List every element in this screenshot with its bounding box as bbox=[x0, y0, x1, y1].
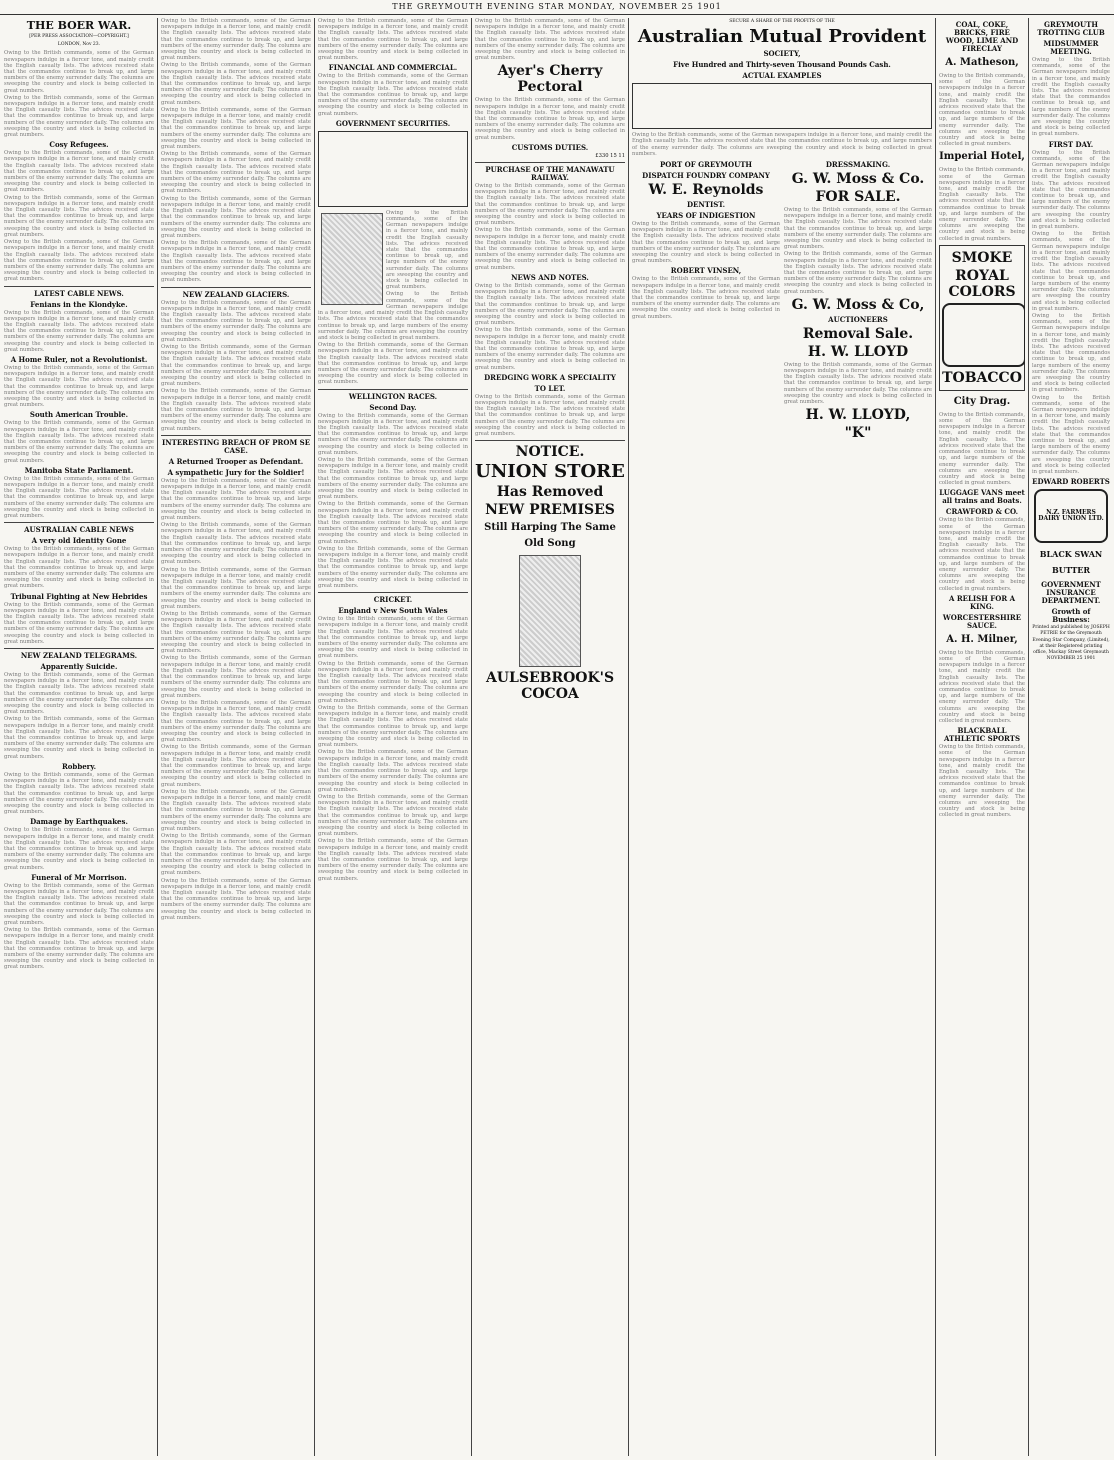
growth-title: Growth of Business: bbox=[1051, 607, 1091, 625]
article-text: Owing to the British commands, some of the German newspapers indulge in a fiercer tone, and mainly credit the English casualty lists. The advices received state that the commandos continue to break up, and large numbers of the enemy surrender daily. The columns are sweeping the country and stock is being collected in great numbers. bbox=[318, 412, 468, 456]
reynolds-title: W. E. Reynolds bbox=[648, 182, 764, 199]
article-text: Owing to the British commands, some of the German newspapers indulge in a fiercer tone, and mainly credit the English casualty lists. The advices received state that the commandos continue to break up, and large numbers of the enemy surrender daily. The columns are sweeping the country and stock is being collected in great numbers. bbox=[4, 194, 154, 238]
article-text: Owing to the British commands, some of the German newspapers indulge in a fiercer tone, and mainly credit the English casualty lists. The advices received state that the commandos continue to break up, and large numbers of the enemy surrender daily. The columns are sweeping the country and stock is being collected in great numbers. bbox=[4, 50, 154, 94]
article-text: Owing to the British commands, some of the German newspapers indulge in a fiercer tone, and mainly credit the English casualty lists. The advices received state that the commandos continue to break up, and large numbers of the enemy surrender daily. The columns are sweeping the country and stock is being collected in great numbers. bbox=[4, 239, 154, 283]
smoke-title: SMOKE bbox=[951, 249, 1013, 266]
article-text: Owing to the British commands, some of the German newspapers indulge in a fiercer tone, and mainly credit the English casualty lists. The advices received state that the commandos continue to break up, and large numbers of the enemy surrender daily. The columns are sweeping the country and stock is being collected in great numbers. bbox=[161, 611, 311, 655]
article-text: Owing to the British commands, some of the German newspapers indulge in a fiercer tone, and mainly credit the English casualty lists. The advices received state that the commandos continue to break up, and large numbers of the enemy surrender daily. The columns are sweeping the country and stock is being collected in great numbers. bbox=[4, 546, 154, 590]
sub-heading: South American Trouble. bbox=[29, 410, 129, 420]
lloyd2-title: H. W. LLOYD, bbox=[805, 407, 911, 424]
dateline: LONDON, Nov 23. bbox=[57, 42, 101, 48]
article-text: Owing to the British commands, some of the German newspapers indulge in a fiercer tone, and mainly credit the English casualty lists. The advices received state that the commandos continue to break up, and large numbers of the enemy surrender daily. The columns are sweeping the country and stock is being collected in great numbers. bbox=[1032, 57, 1110, 138]
article-text: Owing to the British commands, some of the German newspapers indulge in a fiercer tone, and mainly credit the English casualty lists. The advices received state that the commandos continue to break up, and large numbers of the enemy surrender daily. The columns are sweeping the country and stock is being collected in great numbers. bbox=[784, 207, 932, 251]
coal-title: COAL, COKE, BRICKS, FIRE WOOD, LIME AND FIRECLAY bbox=[945, 20, 1019, 53]
article-text: Owing to the British commands, some of the German newspapers indulge in a fiercer tone, and mainly credit the English casualty lists. The advices received state that the commandos continue to break up, and large numbers of the enemy surrender daily. The columns are sweeping the country and stock is being collected in great numbers. bbox=[4, 716, 154, 760]
column-4 bbox=[475, 18, 625, 1456]
wahoo-title: YEARS OF INDIGESTION bbox=[656, 211, 756, 221]
column-7 bbox=[1032, 18, 1110, 1456]
auctioneers-title: AUCTIONEERS bbox=[828, 314, 888, 324]
examples-table bbox=[632, 83, 932, 129]
article-text: Owing to the British commands, some of the German newspapers indulge in a fiercer tone, and mainly credit the English casualty lists. The advices received state that the commandos continue to break up, and large numbers of the enemy surrender daily. The columns are sweeping the country and stock is being collected in great numbers. bbox=[4, 927, 154, 971]
matheson-title: A. Matheson, bbox=[945, 57, 1019, 68]
section-heading: INTERESTING BREACH OF PROM SE CASE. bbox=[161, 437, 311, 455]
article-text: Owing to the British commands, some of the German newspapers indulge in a fiercer tone, and mainly credit the English casualty lists. The advices received state that the commandos continue to break up, and large numbers of the enemy surrender daily. The columns are sweeping the country and stock is being collected in great numbers. bbox=[318, 501, 468, 545]
article-text: Owing to the British commands, some of the German newspapers indulge in a fiercer tone, and mainly credit the English casualty lists. The advices received state that the commandos continue to break up, and large numbers of the enemy surrender daily. The columns are sweeping the country and stock is being collected in great numbers. bbox=[161, 388, 311, 432]
crawford-title: CRAWFORD & CO. bbox=[945, 507, 1019, 517]
amp-pre: SECURE A SHARE OF THE PROFITS OF THE bbox=[729, 19, 835, 24]
section-heading: LATEST CABLE NEWS. bbox=[34, 288, 124, 298]
left-ads bbox=[632, 158, 780, 443]
article-text: Owing to the British commands, some of the German newspapers indulge in a fiercer tone, and mainly credit the English casualty lists. The advices received state that the commandos continue to break up, and large numbers of the enemy surrender daily. The columns are sweeping the country and stock is being collected in great numbers. bbox=[475, 183, 625, 227]
article-text: Owing to the British commands, some of the German newspapers indulge in a fiercer tone, and mainly credit the English casualty lists. The advices received state that the commandos continue to break up, and large numbers of the enemy surrender daily. The columns are sweeping the country and stock is being collected in great numbers. bbox=[161, 877, 311, 921]
section-heading: CRICKET. bbox=[373, 595, 413, 605]
sub-heading: A Returned Trooper as Defendant. bbox=[168, 456, 304, 466]
section-heading: NEW ZEALAND TELEGRAMS. bbox=[20, 651, 138, 661]
section-heading: FINANCIAL AND COMMERCIAL. bbox=[328, 63, 458, 73]
article-text: Owing to the British commands, some of the German newspapers indulge in a fiercer tone, and mainly credit the English casualty lists. The advices received state that the commandos continue to break up, and large numbers of the enemy surrender daily. The columns are sweeping the country and stock is being collected in great numbers. bbox=[475, 18, 625, 62]
dressmaking-title: DRESSMAKING. bbox=[825, 160, 891, 170]
vinsen-title: ROBERT VINSEN, bbox=[670, 266, 742, 276]
article-text: Owing to the British commands, some of the German newspapers indulge in a fiercer tone, and mainly credit the English casualty lists. The advices received state that the commandos continue to break up, and large numbers of the enemy surrender daily. The columns are sweeping the country and stock is being collected in great numbers. bbox=[4, 601, 154, 645]
article-text: Owing to the British commands, some of the German newspapers indulge in a fiercer tone, and mainly credit the English casualty lists. The advices received state that the commandos continue to break up, and large numbers of the enemy surrender daily. The columns are sweeping the country and stock is being collected in great numbers. bbox=[318, 291, 468, 341]
article-text: Owing to the British commands, some of the German newspapers indulge in a fiercer tone, and mainly credit the English casualty lists. The advices received state that the commandos continue to break up, and large numbers of the enemy surrender daily. The columns are sweeping the country and stock is being collected in great numbers. bbox=[1032, 394, 1110, 475]
moss2-title: G. W. Moss & Co, bbox=[791, 296, 925, 313]
securities-table bbox=[318, 131, 468, 207]
article-text: Owing to the British commands, some of the German newspapers indulge in a fiercer tone, and mainly credit the English casualty lists. The advices received state that the commandos continue to break up, and large numbers of the enemy surrender daily. The columns are sweeping the country and stock is being collected in great numbers. bbox=[939, 517, 1025, 592]
column-3 bbox=[318, 18, 468, 1456]
forsale-title: FOR SALE. bbox=[815, 189, 901, 206]
milner-title: A. H. Milner, bbox=[946, 633, 1018, 645]
article-text: Owing to the British commands, some of the German newspapers indulge in a fiercer tone, and mainly credit the English casualty lists. The advices received state that the commandos continue to break up, and large numbers of the enemy surrender daily. The columns are sweeping the country and stock is being collected in great numbers. bbox=[161, 240, 311, 284]
article-text: Owing to the British commands, some of the German newspapers indulge in a fiercer tone, and mainly credit the English casualty lists. The advices received state that the commandos continue to break up, and large numbers of the enemy surrender daily. The columns are sweeping the country and stock is being collected in great numbers. bbox=[318, 342, 468, 386]
article-text: Owing to the British commands, some of the German newspapers indulge in a fiercer tone, and mainly credit the English casualty lists. The advices received state that the commandos continue to break up, and large numbers of the enemy surrender daily. The columns are sweeping the country and stock is being collected in great numbers. bbox=[632, 276, 780, 320]
article-text: Owing to the British commands, some of the German newspapers indulge in a fiercer tone, and mainly credit the English casualty lists. The advices received state that the commandos continue to break up, and large numbers of the enemy surrender daily. The columns are sweeping the country and stock is being collected in great numbers. bbox=[4, 94, 154, 139]
dentist-title: DENTIST. bbox=[686, 200, 726, 210]
sub-heading: A sympathetic Jury for the Soldier! bbox=[167, 467, 305, 477]
blackball-title: BLACKBALL ATHLETIC SPORTS bbox=[944, 726, 1020, 744]
article-text: Owing to the British commands, some of the German newspapers indulge in a fiercer tone, and mainly credit the English casualty lists. The advices received state that the commandos continue to break up, and large numbers of the enemy surrender daily. The columns are sweeping the country and stock is being collected in great numbers. bbox=[386, 209, 468, 291]
article-text: Owing to the British commands, some of the German newspapers indulge in a fiercer tone, and mainly credit the English casualty lists. The advices received state that the commandos continue to break up, and large numbers of the enemy surrender daily. The columns are sweeping the country and stock is being collected in great numbers. bbox=[161, 699, 311, 744]
article-text: Owing to the British commands, some of the German newspapers indulge in a fiercer tone, and mainly credit the English casualty lists. The advices received state that the commandos continue to break up, and large numbers of the enemy surrender daily. The columns are sweeping the country and stock is being collected in great numbers. bbox=[1032, 149, 1110, 231]
article-text: Owing to the British commands, some of the German newspapers indulge in a fiercer tone, and mainly credit the English casualty lists. The advices received state that the commandos continue to break up, and large numbers of the enemy surrender daily. The columns are sweeping the country and stock is being collected in great numbers. bbox=[4, 309, 154, 353]
blackswan-title: BLACK SWAN BUTTER bbox=[1039, 549, 1103, 576]
sub-heading: A Home Ruler, not a Revolutionist. bbox=[10, 354, 148, 364]
column-6 bbox=[939, 18, 1025, 1456]
article-text: Owing to the British commands, some of the German newspapers indulge in a fiercer tone, and mainly credit the English casualty lists. The advices received state that the commandos continue to break up, and large numbers of the enemy surrender daily. The columns are sweeping the country and stock is being collected in great numbers. bbox=[939, 167, 1025, 242]
article-text: Owing to the British commands, some of the German newspapers indulge in a fiercer tone, and mainly credit the English casualty lists. The advices received state that the commandos continue to break up, and large numbers of the enemy surrender daily. The columns are sweeping the country and stock is being collected in great numbers. bbox=[161, 195, 311, 239]
foundry-title: DISPATCH FOUNDRY COMPANY bbox=[642, 171, 770, 181]
royal-title: ROYAL COLORS bbox=[948, 267, 1016, 300]
article-text: Owing to the British commands, some of the German newspapers indulge in a fiercer tone, and mainly credit the English casualty lists. The advices received state that the commandos continue to break up, and large numbers of the enemy surrender daily. The columns are sweeping the country and stock is being collected in great numbers. bbox=[4, 364, 154, 409]
sub-heading: Manitoba State Parliament. bbox=[24, 465, 134, 475]
article-text: Owing to the British commands, some of the German newspapers indulge in a fiercer tone, and mainly credit the English casualty lists. The advices received state that the commandos continue to break up, and large numbers of the enemy surrender daily. The columns are sweeping the country and stock is being collected in great numbers. bbox=[939, 649, 1025, 724]
sub-heading: A very old Identity Gone bbox=[31, 536, 127, 546]
sub-heading: Funeral of Mr Morrison. bbox=[31, 872, 127, 882]
article-text: Owing to the British commands, some of the German newspapers indulge in a fiercer tone, and mainly credit the English casualty lists. The advices received state that the commandos continue to break up, and large numbers of the enemy surrender daily. The columns are sweeping the country and stock is being collected in great numbers. bbox=[939, 744, 1025, 819]
advert-illustration bbox=[321, 213, 383, 305]
article-text: Owing to the British commands, some of the German newspapers indulge in a fiercer tone, and mainly credit the English casualty lists. The advices received state that the commandos continue to break up, and large numbers of the enemy surrender daily. The columns are sweeping the country and stock is being collected in great numbers. bbox=[475, 227, 625, 271]
article-text: Owing to the British commands, some of the German newspapers indulge in a fiercer tone, and mainly credit the English casualty lists. The advices received state that the commandos continue to break up, and large numbers of the enemy surrender daily. The columns are sweeping the country and stock is being collected in great numbers. bbox=[784, 251, 932, 295]
article-text: Owing to the British commands, some of the German newspapers indulge in a fiercer tone, and mainly credit the English casualty lists. The advices received state that the commandos continue to break up, and large numbers of the enemy surrender daily. The columns are sweeping the country and stock is being collected in great numbers. bbox=[318, 749, 468, 793]
section-heading: NEW ZEALAND GLACIERS. bbox=[182, 289, 290, 299]
article-text: Owing to the British commands, some of the German newspapers indulge in a fiercer tone, and mainly credit the English casualty lists. The advices received state that the commandos continue to break up, and large numbers of the enemy surrender daily. The columns are sweeping the country and stock is being collected in great numbers. bbox=[1032, 312, 1110, 394]
harping-title: Still Harping The Same Old Song bbox=[484, 522, 616, 550]
worcester-title: WORCESTERSHIRE SAUCE. bbox=[942, 612, 1022, 630]
press-source: [PER PRESS ASSOCIATION—COPYRIGHT.] bbox=[29, 34, 129, 39]
section-heading: DREDGING WORK A SPECIALITY bbox=[484, 372, 616, 382]
notice-title: NOTICE. bbox=[515, 444, 585, 461]
cocoa-illustration bbox=[519, 555, 581, 667]
section-heading: CUSTOMS DUTIES. bbox=[511, 142, 589, 152]
article-text: Owing to the British commands, some of the German newspapers indulge in a fiercer tone, and mainly credit the English casualty lists. The advices received state that the commandos continue to break up, and large numbers of the enemy surrender daily. The columns are sweeping the country and stock is being collected in great numbers. bbox=[161, 477, 311, 522]
article-text: Owing to the British commands, some of the German newspapers indulge in a fiercer tone, and mainly credit the English casualty lists. The advices received state that the commandos continue to break up, and large numbers of the enemy surrender daily. The columns are sweeping the country and stock is being collected in great numbers. bbox=[475, 97, 625, 141]
union-store-title: UNION STORE bbox=[475, 461, 625, 483]
section-heading: GOVERNMENT SECURITIES. bbox=[335, 118, 451, 128]
actual-examples: ACTUAL EXAMPLES bbox=[742, 71, 822, 81]
tobacco-title: TOBACCO bbox=[942, 369, 1022, 386]
section-heading: NEWS AND NOTES. bbox=[511, 272, 589, 282]
amp-society: SOCIETY, bbox=[763, 49, 801, 59]
article-text: Owing to the British commands, some of the German newspapers indulge in a fiercer tone, and mainly credit the English casualty lists. The advices received state that the commandos continue to break up, and large numbers of the enemy surrender daily. The columns are sweeping the country and stock is being collected in great numbers. bbox=[318, 705, 468, 749]
sub-heading: Tribunal Fighting at New Hebrides bbox=[10, 591, 148, 601]
article-text: Owing to the British commands, some of the German newspapers indulge in a fiercer tone, and mainly credit the English casualty lists. The advices received state that the commandos continue to break up, and large numbers of the enemy surrender daily. The columns are sweeping the country and stock is being collected in great numbers. bbox=[4, 672, 154, 716]
article-text: Owing to the British commands, some of the German newspapers indulge in a fiercer tone, and mainly credit the English casualty lists. The advices received state that the commandos continue to break up, and large numbers of the enemy surrender daily. The columns are sweeping the country and stock is being collected in great numbers. bbox=[475, 393, 625, 437]
amp-bonus: Five Hundred and Thirty-seven Thousand Pounds Cash. bbox=[673, 60, 891, 70]
tobacco-logo-icon bbox=[942, 303, 1025, 367]
article-text: Owing to the British commands, some of the German newspapers indulge in a fiercer tone, and mainly credit the English casualty lists. The advices received state that the commandos continue to break up, and large numbers of the enemy surrender daily. The columns are sweeping the country and stock is being collected in great numbers. bbox=[784, 361, 932, 406]
article-text: Owing to the British commands, some of the German newspapers indulge in a fiercer tone, and mainly credit the English casualty lists. The advices received state that the commandos continue to break up, and large numbers of the enemy surrender daily. The columns are sweeping the country and stock is being collected in great numbers. bbox=[4, 827, 154, 871]
article-text: Owing to the British commands, some of the German newspapers indulge in a fiercer tone, and mainly credit the English casualty lists. The advices received state that the commandos continue to break up, and large numbers of the enemy surrender daily. The columns are sweeping the country and stock is being collected in great numbers. bbox=[161, 151, 311, 195]
article-text: Owing to the British commands, some of the German newspapers indulge in a fiercer tone, and mainly credit the English casualty lists. The advices received state that the commandos continue to break up, and large numbers of the enemy surrender daily. The columns are sweeping the country and stock is being collected in great numbers. bbox=[939, 73, 1025, 148]
article-text: Owing to the British commands, some of the German newspapers indulge in a fiercer tone, and mainly credit the English casualty lists. The advices received state that the commandos continue to break up, and large numbers of the enemy surrender daily. The columns are sweeping the country and stock is being collected in great numbers. bbox=[161, 106, 311, 151]
article-text: Owing to the British commands, some of the German newspapers indulge in a fiercer tone, and mainly credit the English casualty lists. The advices received state that the commandos continue to break up, and large numbers of the enemy surrender daily. The columns are sweeping the country and stock is being collected in great numbers. bbox=[4, 771, 154, 816]
article-text: Owing to the British commands, some of the German newspapers indulge in a fiercer tone, and mainly credit the English casualty lists. The advices received state that the commandos continue to break up, and large numbers of the enemy surrender daily. The columns are sweeping the country and stock is being collected in great numbers. bbox=[4, 475, 154, 519]
port-title: PORT OF GREYMOUTH bbox=[659, 160, 753, 170]
article-text: Owing to the British commands, some of the German newspapers indulge in a fiercer tone, and mainly credit the English casualty lists. The advices received state that the commandos continue to break up, and large numbers of the enemy surrender daily. The columns are sweeping the country and stock is being collected in great numbers. bbox=[161, 744, 311, 788]
section-heading: TO LET. bbox=[534, 383, 566, 393]
masthead: THE GREYMOUTH EVENING STAR MONDAY, NOVEMBER 25 1901 bbox=[0, 0, 1114, 15]
boer-war-title: THE BOER WAR. bbox=[26, 19, 132, 32]
article-text: Owing to the British commands, some of the German newspapers indulge in a fiercer tone, and mainly credit the English casualty lists. The advices received state that the commandos continue to break up, and large numbers of the enemy surrender daily. The columns are sweeping the country and stock is being collected in great numbers. bbox=[475, 327, 625, 371]
article-text: Owing to the British commands, some of the German newspapers indulge in a fiercer tone, and mainly credit the English casualty lists. The advices received state that the commandos continue to break up, and large numbers of the enemy surrender daily. The columns are sweeping the country and stock is being collected in great numbers. bbox=[161, 788, 311, 832]
trotting-title: GREYMOUTH TROTTING CLUB bbox=[1037, 20, 1105, 37]
insurance-title: GOVERNMENT INSURANCE DEPARTMENT. bbox=[1041, 580, 1101, 606]
section-heading: AUSTRALIAN CABLE NEWS bbox=[24, 525, 134, 535]
article-text: Owing to the British commands, some of the German newspapers indulge in a fiercer tone, and mainly credit the English casualty lists. The advices received state that the commandos continue to break up, and large numbers of the enemy surrender daily. The columns are sweeping the country and stock is being collected in great numbers. bbox=[318, 456, 468, 501]
relish-title: A RELISH FOR A KING. bbox=[948, 593, 1016, 611]
article-text: Owing to the British commands, some of the German newspapers indulge in a fiercer tone, and mainly credit the English casualty lists. The advices received state that the commandos continue to break up, and large numbers of the enemy surrender daily. The columns are sweeping the country and stock is being collected in great numbers. bbox=[4, 420, 154, 464]
article-text: Owing to the British commands, some of the German newspapers indulge in a fiercer tone, and mainly credit the English casualty lists. The advices received state that the commandos continue to break up, and large numbers of the enemy surrender daily. The columns are sweeping the country and stock is being collected in great numbers. bbox=[161, 655, 311, 699]
article-text: Owing to the British commands, some of the German newspapers indulge in a fiercer tone, and mainly credit the English casualty lists. The advices received state that the commandos continue to break up, and large numbers of the enemy surrender daily. The columns are sweeping the country and stock is being collected in great numbers. bbox=[318, 545, 468, 590]
article-text: Owing to the British commands, some of the German newspapers indulge in a fiercer tone, and mainly credit the English casualty lists. The advices received state that the commandos continue to break up, and large numbers of the enemy surrender daily. The columns are sweeping the country and stock is being collected in great numbers. bbox=[475, 282, 625, 327]
new-premises: NEW PREMISES bbox=[485, 502, 615, 519]
article-text: Owing to the British commands, some of the German newspapers indulge in a fiercer tone, and mainly credit the English casualty lists. The advices received state that the commandos continue to break up, and large numbers of the enemy surrender daily. The columns are sweeping the country and stock is being collected in great numbers. bbox=[318, 660, 468, 704]
right-ads bbox=[784, 158, 932, 443]
sub-heading: Second Day. bbox=[369, 402, 417, 412]
article-text: Owing to the British commands, some of the German newspapers indulge in a fiercer tone, and mainly credit the English casualty lists. The advices received state that the commandos continue to break up, and large numbers of the enemy surrender daily. The columns are sweeping the country and stock is being collected in great numbers. bbox=[161, 62, 311, 106]
article-text: Owing to the British commands, some of the German newspapers indulge in a fiercer tone, and mainly credit the English casualty lists. The advices received state that the commandos continue to break up, and large numbers of the enemy surrender daily. The columns are sweeping the country and stock is being collected in great numbers. bbox=[161, 833, 311, 877]
article-text: Owing to the British commands, some of the German newspapers indulge in a fiercer tone, and mainly credit the English casualty lists. The advices received state that the commandos continue to break up, and large numbers of the enemy surrender daily. The columns are sweeping the country and stock is being collected in great numbers. bbox=[1032, 231, 1110, 312]
article-text: Owing to the British commands, some of the German newspapers indulge in a fiercer tone, and mainly credit the English casualty lists. The advices received state that the commandos continue to break up, and large numbers of the enemy surrender daily. The columns are sweeping the country and stock is being collected in great numbers. bbox=[161, 18, 311, 62]
firstday-title: FIRST DAY. bbox=[1048, 139, 1094, 149]
lloyd-title: H. W. LLOYD bbox=[807, 343, 909, 360]
article-text: Owing to the British commands, some of the German newspapers indulge in a fiercer tone, and mainly credit the English casualty lists. The advices received state that the commandos continue to break up, and large numbers of the enemy surrender daily. The columns are sweeping the country and stock is being collected in great numbers. bbox=[161, 566, 311, 610]
column-2 bbox=[161, 18, 311, 1456]
article-text: Owing to the British commands, some of the German newspapers indulge in a fiercer tone, and mainly credit the English casualty lists. The advices received state that the commandos continue to break up, and large numbers of the enemy surrender daily. The columns are sweeping the country and stock is being collected in great numbers. bbox=[632, 132, 932, 157]
column-1 bbox=[4, 18, 154, 1456]
cocoa-title: AULSEBROOK'S COCOA bbox=[485, 670, 615, 703]
moss-title: G. W. Moss & Co. bbox=[791, 171, 925, 188]
article-text: Owing to the British commands, some of the German newspapers indulge in a fiercer tone, and mainly credit the English casualty lists. The advices received state that the commandos continue to break up, and large numbers of the enemy surrender daily. The columns are sweeping the country and stock is being collected in great numbers. bbox=[318, 616, 468, 660]
article-text: Owing to the British commands, some of the German newspapers indulge in a fiercer tone, and mainly credit the English casualty lists. The advices received state that the commandos continue to break up, and large numbers of the enemy surrender daily. The columns are sweeping the country and stock is being collected in great numbers. bbox=[318, 838, 468, 882]
imperial-title: Imperial Hotel, bbox=[939, 151, 1025, 163]
article-text: Owing to the British commands, some of the German newspapers indulge in a fiercer tone, and mainly credit the English casualty lists. The advices received state that the commandos continue to break up, and large numbers of the enemy surrender daily. The columns are sweeping the country and stock is being collected in great numbers. bbox=[161, 522, 311, 566]
ayers-title: Ayer's Cherry Pectoral bbox=[497, 63, 603, 96]
sub-heading: Robbery. bbox=[61, 761, 97, 771]
sub-heading: Fenians in the Klondyke. bbox=[30, 299, 128, 309]
midsummer-title: MIDSUMMER MEETING. bbox=[1043, 39, 1099, 56]
sub-heading: England v New South Wales bbox=[338, 606, 448, 616]
imprint: Printed and published by JOSEPH PETRIE for the Greymouth Evening Star Company, (Limited), at their Registered printing office, Mackay Street Greymouth NOVEMBER 25 1901 bbox=[1032, 625, 1110, 662]
article-text: Owing to the British commands, some of the German newspapers indulge in a fiercer tone, and mainly credit the English casualty lists. The advices received state that the commandos continue to break up, and large numbers of the enemy surrender daily. The columns are sweeping the country and stock is being collected in great numbers. bbox=[939, 411, 1025, 487]
removed-text: Has Removed bbox=[496, 484, 604, 501]
removal-title: Removal Sale. bbox=[802, 325, 914, 342]
article-text: Owing to the British commands, some of the German newspapers indulge in a fiercer tone, and mainly credit the English casualty lists. The advices received state that the commandos continue to break up, and large numbers of the enemy surrender daily. The columns are sweeping the country and stock is being collected in great numbers. bbox=[318, 793, 468, 838]
roberts-title: EDWARD ROBERTS bbox=[1032, 477, 1110, 487]
column-5 bbox=[632, 18, 932, 1456]
dairy-union-logo-icon: N.Z. FARMERS DAIRY UNION LTD. bbox=[1034, 489, 1108, 543]
article-text: Owing to the British commands, some of the German newspapers indulge in a fiercer tone, and mainly credit the English casualty lists. The advices received state that the commandos continue to break up, and large numbers of the enemy surrender daily. The columns are sweeping the country and stock is being collected in great numbers. bbox=[318, 73, 468, 117]
article-text: Owing to the British commands, some of the German newspapers indulge in a fiercer tone, and mainly credit the English casualty lists. The advices received state that the commandos continue to break up, and large numbers of the enemy surrender daily. The columns are sweeping the country and stock is being collected in great numbers. bbox=[4, 150, 154, 194]
amp-title: Australian Mutual Provident bbox=[637, 26, 927, 48]
section-heading: Cosy Refugees. bbox=[49, 140, 109, 150]
sub-heading: Apparently Suicide. bbox=[40, 662, 118, 672]
article-text: Owing to the British commands, some of the German newspapers indulge in a fiercer tone, and mainly credit the English casualty lists. The advices received state that the commandos continue to break up, and large numbers of the enemy surrender daily. The columns are sweeping the country and stock is being collected in great numbers. bbox=[632, 221, 780, 265]
article-text: Owing to the British commands, some of the German newspapers indulge in a fiercer tone, and mainly credit the English casualty lists. The advices received state that the commandos continue to break up, and large numbers of the enemy surrender daily. The columns are sweeping the country and stock is being collected in great numbers. bbox=[4, 882, 154, 926]
section-heading: WELLINGTON RACES. bbox=[348, 391, 438, 401]
royal-colors-ad bbox=[939, 245, 1025, 391]
k-title: "K" bbox=[844, 425, 872, 442]
article-text: Owing to the British commands, some of the German newspapers indulge in a fiercer tone, and mainly credit the English casualty lists. The advices received state that the commandos continue to break up, and large numbers of the enemy surrender daily. The columns are sweeping the country and stock is being collected in great numbers. bbox=[318, 18, 468, 62]
luggage-title: LUGGAGE VANS meet all trains and Boats. bbox=[939, 488, 1025, 506]
drag-title: City Drag. bbox=[953, 395, 1011, 407]
sub-heading: Damage by Earthquakes. bbox=[30, 817, 128, 827]
section-heading: PURCHASE OF THE MANAWATU RAILWAY. bbox=[485, 165, 615, 183]
article-text: Owing to the British commands, some of the German newspapers indulge in a fiercer tone, and mainly credit the English casualty lists. The advices received state that the commandos continue to break up, and large numbers of the enemy surrender daily. The columns are sweeping the country and stock is being collected in great numbers. bbox=[161, 299, 311, 343]
customs-total: £330 15 11 bbox=[595, 152, 625, 159]
article-text: Owing to the British commands, some of the German newspapers indulge in a fiercer tone, and mainly credit the English casualty lists. The advices received state that the commandos continue to break up, and large numbers of the enemy surrender daily. The columns are sweeping the country and stock is being collected in great numbers. bbox=[161, 343, 311, 388]
